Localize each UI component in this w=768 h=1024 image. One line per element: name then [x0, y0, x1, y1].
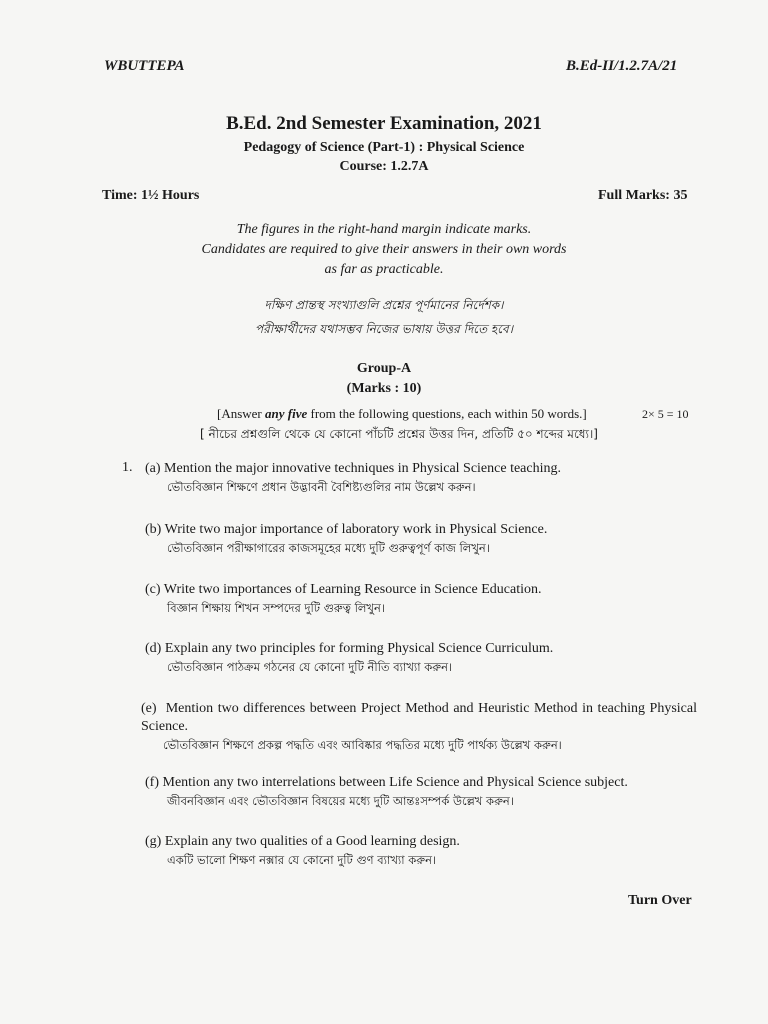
- question-f-text: [145, 774, 697, 792]
- question-a-bengali: ভৌতবিজ্ঞান শিক্ষণে প্রধান উদ্ভাবনী বৈশিষ্ট্যগুলির নাম উল্লেখ করুন।: [167, 480, 476, 494]
- question-b-text: [145, 521, 697, 539]
- header-right-paper-code: B.Ed-II/1.2.7A/21: [566, 58, 678, 74]
- question-f-bengali: জীবনবিজ্ঞান এবং ভৌতবিজ্ঞান বিষয়ের মধ্যে দুটি আন্তঃসম্পর্ক উল্লেখ করুন।: [167, 794, 514, 808]
- exam-time: Time: 1½ Hours: [102, 188, 200, 203]
- question-e-bengali: ভৌতবিজ্ঞান শিক্ষণে প্রকল্প পদ্ধতি এবং আবিষ্কার পদ্ধতির মধ্যে দুটি পার্থক্য উল্লেখ করুন।: [163, 738, 562, 752]
- question-c-text: [145, 581, 697, 599]
- exam-course: Course: 1.2.7A: [339, 159, 429, 174]
- question-f: [145, 774, 697, 811]
- answer-instruction-emphasis: any five: [265, 406, 308, 421]
- answer-instruction-prefix: [Answer: [217, 406, 266, 421]
- instructions-english: [0, 220, 768, 280]
- question-c-english: Write two importances of Learning Resource in Science Education.: [163, 582, 542, 597]
- answer-score: 2× 5 = 10: [642, 407, 689, 421]
- question-a-english: Mention the major innovative techniques in Physical Science teaching.: [164, 461, 561, 476]
- question-d: [145, 640, 697, 677]
- question-f-english: Mention any two interrelations between Life Science and Physical Science subject.: [162, 775, 628, 790]
- question-g: [145, 833, 697, 870]
- exam-title: B.Ed. 2nd Semester Examination, 2021: [226, 113, 542, 134]
- question-e-text: [141, 700, 697, 736]
- instruction-line-bn: পরীক্ষার্থীদের যথাসম্ভব নিজের ভাষায় উত্তর দিতে হবে।: [255, 322, 513, 336]
- question-label: (c): [145, 582, 161, 597]
- header-left-institution: WBUTTEPA: [104, 58, 185, 74]
- answer-instruction-suffix: from the following questions, each within 50 words.]: [307, 406, 587, 421]
- question-a: [145, 460, 697, 497]
- question-label: (g): [145, 834, 162, 849]
- question-a-text: [145, 460, 697, 478]
- question-label: (a): [145, 461, 161, 476]
- group-title: Group-A: [356, 361, 412, 376]
- question-d-english: Explain any two principles for forming Physical Science Curriculum.: [164, 641, 554, 656]
- question-label: (e): [141, 701, 157, 716]
- instructions-bengali: [0, 293, 768, 341]
- question-d-bengali: ভৌতবিজ্ঞান পাঠক্রম গঠনের যে কোনো দুটি নীতি ব্যাখ্যা করুন।: [167, 660, 453, 674]
- question-d-text: [145, 640, 697, 658]
- turn-over-label: Turn Over: [628, 893, 692, 908]
- question-g-text: [145, 833, 697, 851]
- group-marks: (Marks : 10): [346, 381, 422, 396]
- instruction-line: Candidates are required to give their answers in their own words: [201, 242, 567, 257]
- instruction-line: The figures in the right-hand margin indicate marks.: [236, 222, 532, 237]
- question-g-bengali: একটি ভালো শিক্ষণ নক্সার যে কোনো দুটি গুণ ব্যাখ্যা করুন।: [167, 853, 437, 867]
- instruction-line-bn: দক্ষিণ প্রান্তস্থ সংখ্যাগুলি প্রশ্নের পূর্ণমানের নির্দেশক।: [264, 298, 504, 312]
- question-e: [141, 700, 697, 755]
- question-number: 1.: [122, 460, 133, 475]
- instruction-line: as far as practicable.: [324, 262, 444, 277]
- question-c-bengali: বিজ্ঞান শিক্ষায় শিখন সম্পদের দুটি গুরুত্ব লিখুন।: [167, 601, 385, 615]
- question-b-bengali: ভৌতবিজ্ঞান পরীক্ষাগারের কাজসমূহের মধ্যে দুটি গুরুত্বপূর্ণ কাজ লিখুন।: [167, 541, 490, 555]
- answer-instruction: [217, 406, 587, 422]
- question-label: (b): [145, 522, 162, 537]
- question-label: (f): [145, 775, 159, 790]
- question-b-english: Write two major importance of laboratory work in Physical Science.: [164, 522, 548, 537]
- question-label: (d): [145, 641, 162, 656]
- exam-full-marks: Full Marks: 35: [598, 188, 688, 203]
- question-b: [145, 521, 697, 558]
- exam-subtitle: Pedagogy of Science (Part-1) : Physical Science: [243, 140, 525, 155]
- question-e-english: Mention two differences between Project Method and Heuristic Method in teaching Physical Science.: [141, 701, 697, 734]
- answer-instruction-bengali: [ নীচের প্রশ্নগুলি থেকে যে কোনো পাঁচটি প্রশ্নের উত্তর দিন, প্রতিটি ৫০ শব্দের মধ্যে।]: [200, 427, 598, 441]
- question-c: [145, 581, 697, 618]
- question-g-english: Explain any two qualities of a Good learning design.: [164, 834, 460, 849]
